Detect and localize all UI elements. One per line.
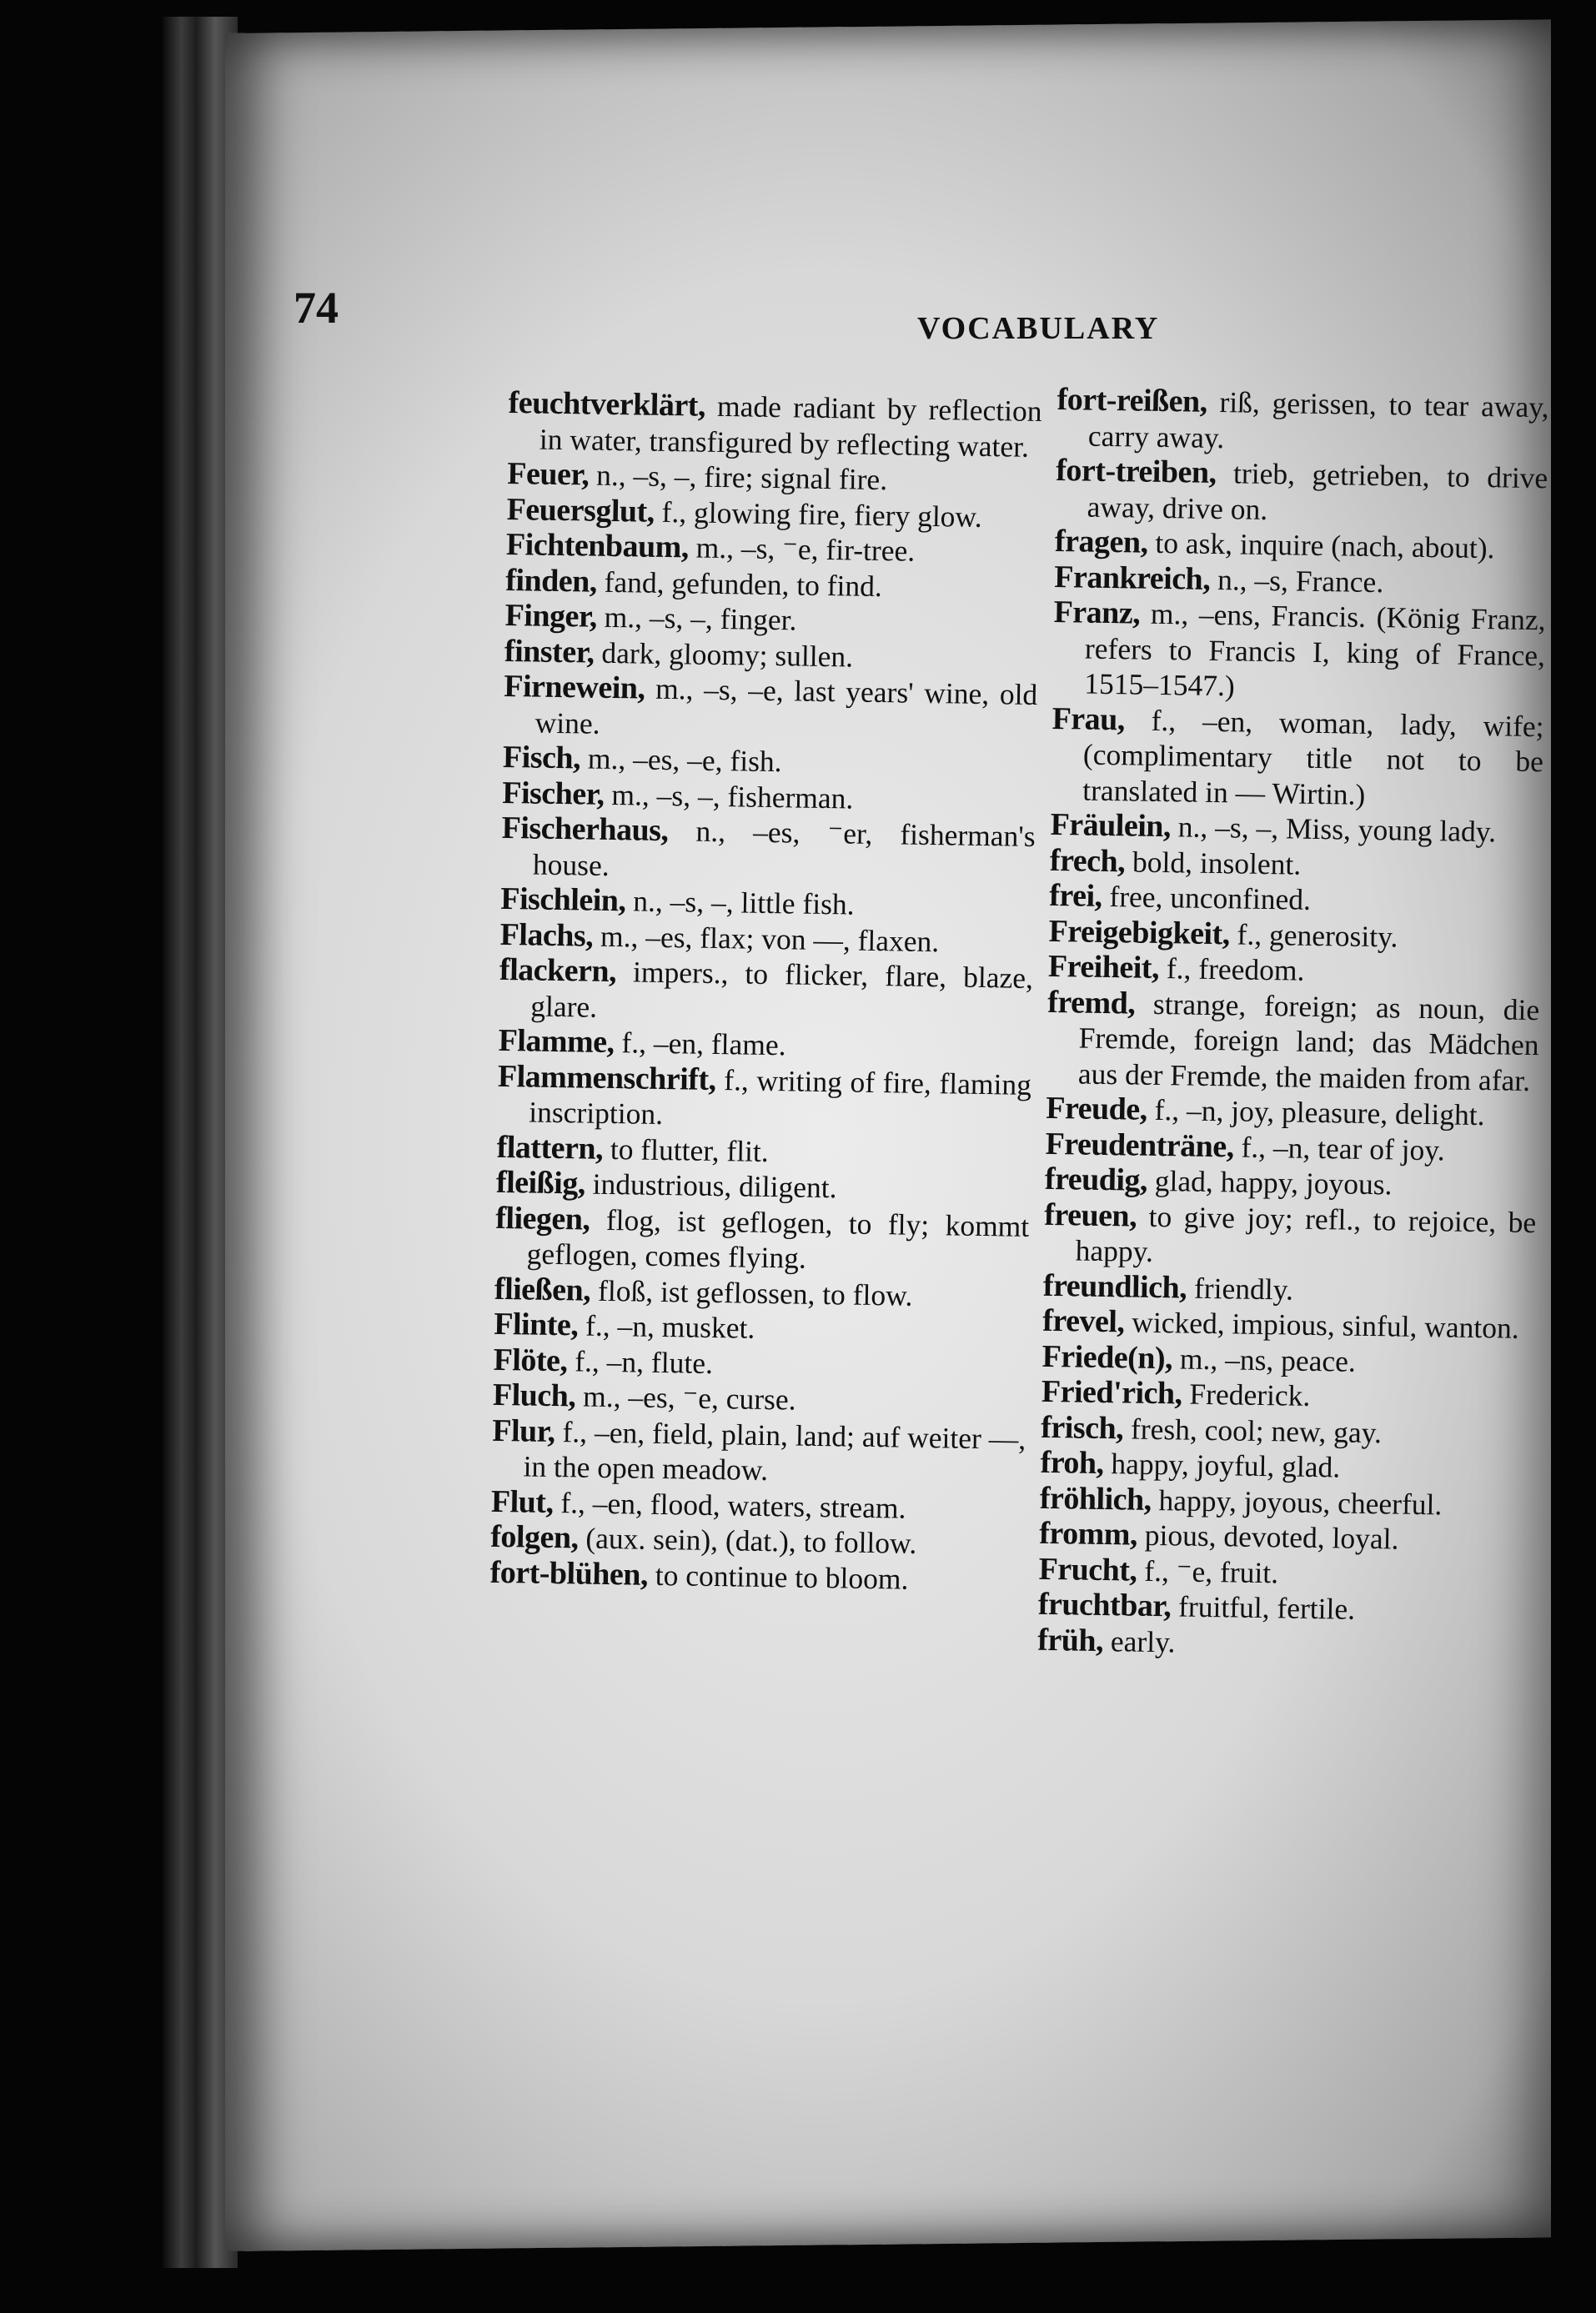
headword: frech, xyxy=(1049,842,1126,879)
headword: feuchtverklärt, xyxy=(508,385,706,424)
headword: Fichtenbaum, xyxy=(505,526,690,565)
definition: to ask, inquire (nach, about). xyxy=(1147,525,1495,565)
headword: Flöte, xyxy=(493,1342,568,1378)
page-number: 74 xyxy=(294,283,339,333)
definition: (aux. sein), (dat.), to follow. xyxy=(578,1521,917,1560)
definition: happy, joyful, glad. xyxy=(1103,1447,1341,1484)
definition: f., glowing fire, fiery glow. xyxy=(654,494,983,534)
definition: m., –es, ⁻e, curse. xyxy=(575,1379,796,1417)
headword: frevel, xyxy=(1041,1302,1125,1340)
headword: Flachs, xyxy=(499,916,594,954)
headword: Frucht, xyxy=(1038,1551,1137,1588)
definition: wicked, impious, sinful, wanton. xyxy=(1124,1305,1519,1345)
definition: f., –en, flame. xyxy=(614,1026,786,1062)
headword: fort-blühen, xyxy=(489,1554,649,1593)
definition: f., –en, flood, waters, stream. xyxy=(553,1485,906,1525)
headword: Feuer, xyxy=(507,455,590,493)
headword: Freiheit, xyxy=(1047,948,1160,986)
definition: fresh, cool; new, gay. xyxy=(1122,1411,1383,1449)
headword: Fried'rich, xyxy=(1041,1373,1182,1412)
headword: Fisch, xyxy=(502,739,581,776)
headword: Fräulein, xyxy=(1050,806,1172,845)
vocab-entry xyxy=(503,669,1037,748)
running-head: VOCABULARY xyxy=(917,311,1160,346)
definition: fand, gefunden, to find. xyxy=(596,564,883,603)
definition: pious, devoted, loyal. xyxy=(1137,1518,1399,1556)
headword: frisch, xyxy=(1040,1409,1124,1446)
definition: dark, gloomy; sullen. xyxy=(594,635,854,674)
definition: n., –s, –, little fish. xyxy=(625,884,855,921)
definition: to give joy; refl., to rejoice, be happy. xyxy=(1075,1199,1537,1268)
definition: m., –ns, peace. xyxy=(1172,1341,1357,1378)
vocab-entry xyxy=(1055,453,1548,531)
vocab-entry xyxy=(1043,1197,1536,1275)
headword: früh, xyxy=(1036,1622,1104,1658)
vocab-entry xyxy=(1046,984,1540,1098)
headword: fort-treiben, xyxy=(1056,452,1217,491)
right-column xyxy=(1037,382,1549,1665)
definition: m., –es, –e, fish. xyxy=(580,741,782,779)
vocab-entry xyxy=(491,1412,1026,1492)
definition: f., –n, flute. xyxy=(567,1343,714,1380)
definition: m., –es, flax; von —, flaxen. xyxy=(592,919,940,958)
headword: Flammenschrift, xyxy=(497,1058,716,1097)
headword: Fluch, xyxy=(492,1377,576,1414)
headword: froh, xyxy=(1040,1444,1104,1482)
vocab-entry xyxy=(1052,595,1546,709)
definition: f., –n, musket. xyxy=(577,1308,755,1345)
definition: to continue to bloom. xyxy=(647,1558,909,1596)
definition: Frederick. xyxy=(1182,1377,1311,1412)
definition: f., ⁻e, fruit. xyxy=(1137,1553,1279,1589)
headword: Flur, xyxy=(491,1412,555,1449)
definition: m., –s, –, fisherman. xyxy=(604,777,854,815)
definition: f., –en, field, plain, land; auf weiter —, in the open meadow. xyxy=(523,1414,1026,1488)
definition: n., –s, –, Miss, young lady. xyxy=(1170,810,1497,849)
definition: industrious, diligent. xyxy=(585,1167,837,1205)
headword: Fischerhaus, xyxy=(501,810,669,849)
definition: fruitful, fertile. xyxy=(1170,1589,1356,1626)
definition: n., –s, France. xyxy=(1209,562,1384,599)
definition: free, unconfined. xyxy=(1102,879,1312,916)
headword: Flinte, xyxy=(493,1306,579,1343)
headword: flackern, xyxy=(499,951,617,990)
headword: fliegen, xyxy=(494,1200,590,1237)
definition: strange, foreign; as noun, die Fremde, foreign land; das Mädchen aus der Fremde, the maiden from afar. xyxy=(1077,986,1540,1097)
headword: Freudenträne, xyxy=(1045,1126,1235,1164)
headword: Frankreich, xyxy=(1054,559,1211,597)
definition: flog, ist geflogen, to fly; kommt geflogen, comes flying. xyxy=(526,1202,1030,1275)
definition: m., –s, –e, last years' wine, old wine. xyxy=(535,671,1038,740)
definition: m., –s, ⁻e, fir-tree. xyxy=(688,530,916,568)
vocab-entry xyxy=(497,1058,1031,1137)
headword: fließen, xyxy=(494,1271,591,1308)
headword: folgen, xyxy=(489,1518,579,1556)
definition: n., –es, ⁻er, fisherman's house. xyxy=(532,814,1036,882)
definition: floß, ist geflossen, to flow. xyxy=(590,1273,913,1312)
definition: n., –s, –, fire; signal fire. xyxy=(588,458,888,497)
headword: freundlich, xyxy=(1042,1267,1187,1306)
definition: f., writing of fire, flaming inscription. xyxy=(529,1062,1032,1131)
definition: f., –en, woman, lady, wife; (complimentary title not to be translated in — Wirtin.) xyxy=(1082,702,1544,811)
headword: fleißig, xyxy=(495,1164,586,1202)
definition: f., –n, joy, pleasure, delight. xyxy=(1147,1092,1485,1132)
headword: Frau, xyxy=(1051,700,1126,737)
vocab-entry xyxy=(501,810,1036,890)
definition: f., –n, tear of joy. xyxy=(1233,1129,1445,1167)
vocab-entry xyxy=(494,1200,1029,1279)
vocab-entry xyxy=(499,952,1033,1031)
definition: impers., to flicker, flare, blaze, glare. xyxy=(530,955,1034,1024)
definition: m., –ens, Francis. (König Franz, refers to Francis I, king of France, 1515–1547.) xyxy=(1084,596,1546,703)
headword: freuen, xyxy=(1043,1197,1137,1234)
definition: friendly. xyxy=(1186,1271,1294,1307)
definition: trieb, getrieben, to drive away, drive on. xyxy=(1087,456,1548,526)
definition: happy, joyous, cheerful. xyxy=(1151,1483,1443,1521)
left-column xyxy=(489,385,1042,1598)
definition: glad, happy, joyous. xyxy=(1147,1163,1393,1202)
headword: fremd, xyxy=(1046,984,1136,1021)
headword: fromm, xyxy=(1038,1515,1138,1553)
definition: f., generosity. xyxy=(1229,916,1398,953)
headword: Friede(n), xyxy=(1041,1338,1173,1376)
definition: made radiant by reflection in water, transfigured by reflecting water. xyxy=(539,389,1042,464)
definition: m., –s, –, finger. xyxy=(596,600,797,637)
vocab-entry xyxy=(1056,382,1549,460)
headword: Firnewein, xyxy=(503,668,645,706)
definition: to flutter, flit. xyxy=(602,1131,770,1168)
headword: Flamme, xyxy=(498,1022,615,1061)
headword: fragen, xyxy=(1054,523,1148,560)
headword: Feuersglut, xyxy=(506,491,655,529)
definition: early. xyxy=(1102,1623,1176,1658)
headword: freudig, xyxy=(1044,1161,1148,1198)
headword: finster, xyxy=(504,633,595,670)
headword: flattern, xyxy=(496,1129,604,1167)
vocab-entry xyxy=(1051,700,1544,815)
vocab-entry xyxy=(508,385,1042,464)
headword: fruchtbar, xyxy=(1037,1586,1172,1624)
headword: Flut, xyxy=(490,1483,554,1520)
headword: Freude, xyxy=(1045,1090,1148,1127)
definition: riß, gerissen, to tear away, carry away. xyxy=(1087,384,1549,454)
headword: Fischer, xyxy=(501,775,605,812)
headword: Fischlein, xyxy=(499,881,626,919)
headword: finden, xyxy=(505,562,598,600)
headword: fort-reißen, xyxy=(1056,382,1208,419)
headword: Franz, xyxy=(1053,594,1141,631)
headword: Finger, xyxy=(504,597,598,635)
headword: fröhlich, xyxy=(1039,1480,1152,1518)
definition: f., freedom. xyxy=(1158,951,1305,987)
headword: frei, xyxy=(1048,877,1102,914)
headword: Freigebigkeit, xyxy=(1048,913,1231,951)
definition: bold, insolent. xyxy=(1124,844,1302,881)
